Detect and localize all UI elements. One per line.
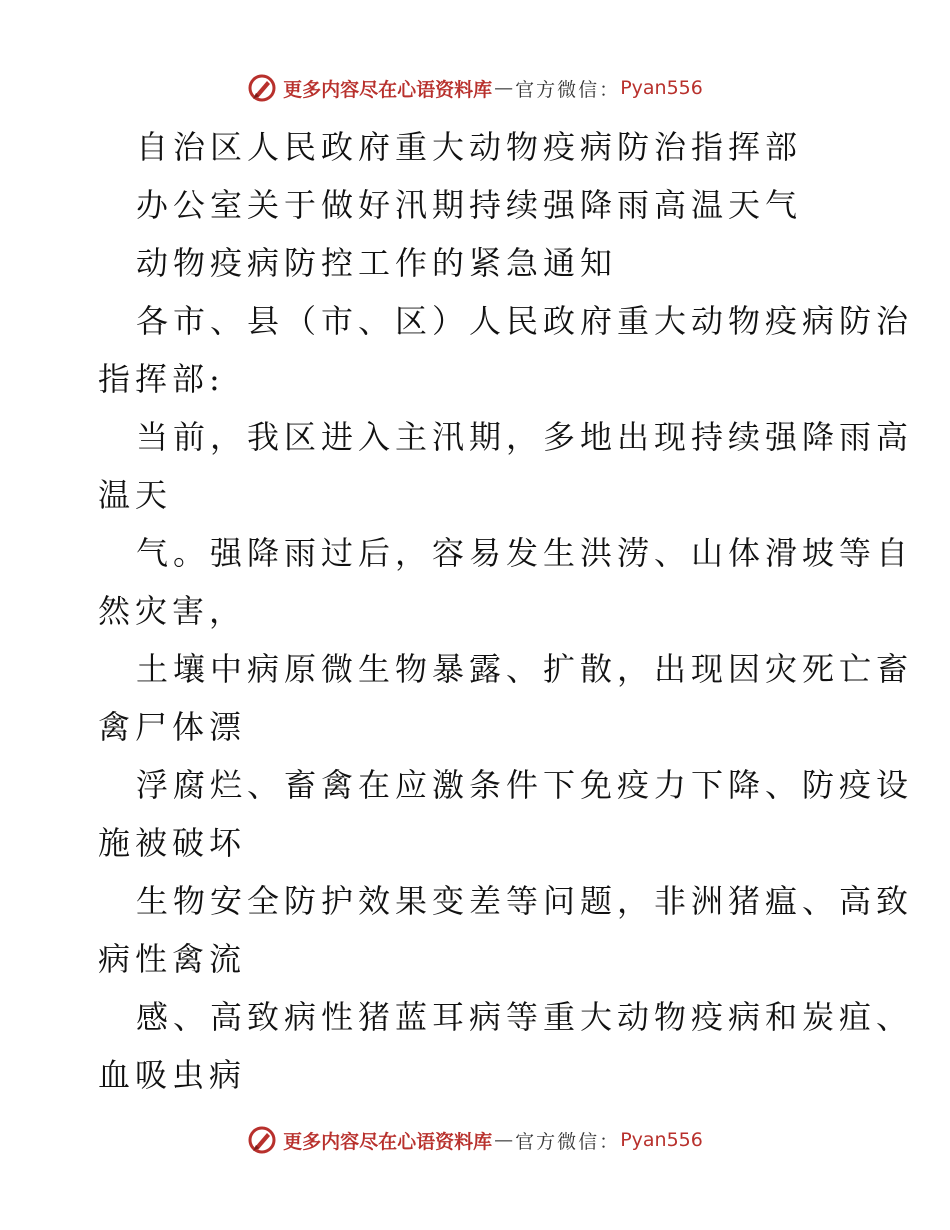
footer-banner	[0, 1120, 950, 1160]
body-line: 指挥部:	[98, 360, 225, 398]
body-line: 感、高致病性猪蓝耳病等重大动物疫病和炭疽、	[136, 998, 914, 1036]
body-line: 温天	[98, 476, 173, 514]
banner-dash: —	[494, 77, 514, 99]
banner-wechat-id: Pyan556	[620, 1129, 703, 1151]
body-line: 血吸虫病	[98, 1056, 247, 1094]
banner-official-label: 官方微信：	[515, 78, 621, 101]
body-line: 病性禽流	[98, 940, 247, 978]
body-line: 施被破坏	[98, 824, 247, 862]
title-line: 办公室关于做好汛期持续强降雨高温天气	[136, 186, 803, 224]
title-line: 动物疫病防控工作的紧急通知	[136, 244, 618, 282]
document-body	[98, 118, 914, 1104]
body-line: 气。强降雨过后，容易发生洪涝、山体滑坡等自	[136, 534, 914, 572]
title-line: 自治区人民政府重大动物疫病防治指挥部	[136, 128, 803, 166]
banner-site-text: 更多内容尽在心语资料库	[283, 78, 493, 101]
banner-wechat-id: Pyan556	[620, 77, 703, 99]
header-banner	[0, 68, 950, 108]
body-line: 然灾害，	[98, 592, 247, 630]
body-line: 禽尸体漂	[98, 708, 247, 746]
body-line: 当前，我区进入主汛期，多地出现持续强降雨高	[136, 418, 914, 456]
body-line: 土壤中病原微生物暴露、扩散，出现因灾死亡畜	[136, 650, 914, 688]
banner-site-text: 更多内容尽在心语资料库	[283, 1130, 493, 1153]
body-line: 各市、县（市、区）人民政府重大动物疫病防治	[136, 302, 914, 340]
pen-circle-icon	[247, 73, 277, 103]
pen-circle-icon	[247, 1125, 277, 1155]
banner-dash: —	[494, 1129, 514, 1151]
banner-official-label: 官方微信：	[515, 1130, 621, 1153]
body-line: 浮腐烂、畜禽在应激条件下免疫力下降、防疫设	[136, 766, 914, 804]
body-line: 生物安全防护效果变差等问题，非洲猪瘟、高致	[136, 882, 914, 920]
